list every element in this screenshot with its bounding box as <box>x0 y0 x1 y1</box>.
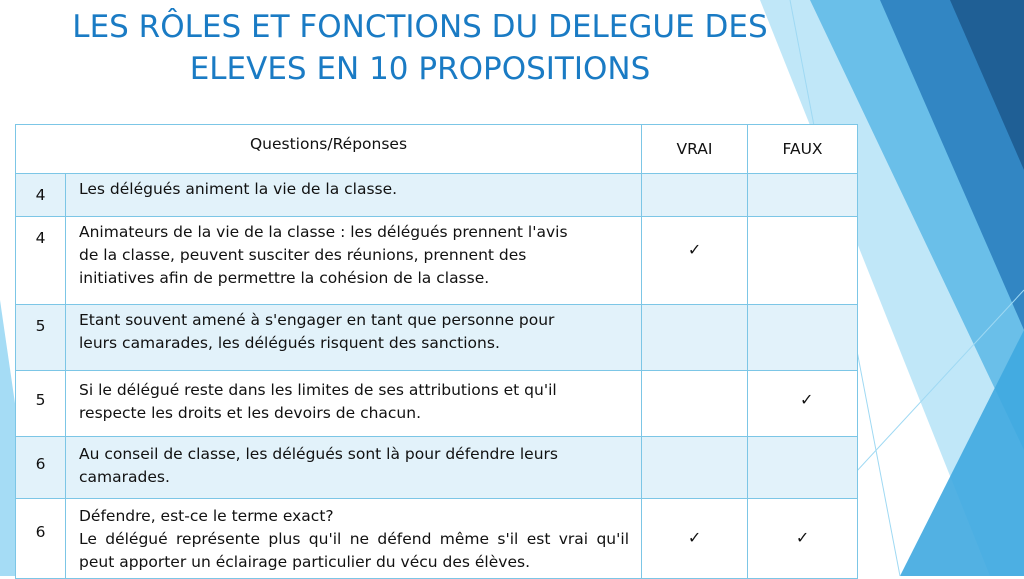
statement-line: Le délégué représente plus qu'il ne défend même s'il est vrai qu'il peut apporter un éclairage particulier du vécu des élèves. <box>79 530 630 571</box>
true-false-table <box>15 124 858 579</box>
row-statement <box>66 305 642 371</box>
checkmark-icon: ✓ <box>800 390 814 409</box>
header-questions: Questions/Réponses <box>16 125 642 174</box>
checkmark-icon: ✓ <box>687 240 702 259</box>
statement-line: leurs camarades, les délégués risquent des sanctions. <box>79 334 500 352</box>
row-number: 6 <box>16 499 66 579</box>
page-title <box>30 6 810 90</box>
vrai-cell <box>642 499 748 579</box>
statement-line: Au conseil de classe, les délégués sont là pour défendre leurs <box>79 445 558 463</box>
row-number: 4 <box>16 174 66 217</box>
title-line-1: LES RÔLES ET FONCTIONS DU DELEGUE DES <box>72 9 768 45</box>
table-header-row <box>16 125 858 174</box>
table-row <box>16 437 858 499</box>
vrai-cell <box>642 174 748 217</box>
row-statement <box>66 217 642 305</box>
faux-cell <box>748 371 858 437</box>
statement-line: camarades. <box>79 468 170 486</box>
table-row <box>16 305 858 371</box>
faux-cell <box>748 437 858 499</box>
statement-line: Si le délégué reste dans les limites de ses attributions et qu'il <box>79 381 557 399</box>
vrai-cell <box>642 305 748 371</box>
vrai-cell <box>642 371 748 437</box>
table-row <box>16 499 858 579</box>
vrai-cell <box>642 437 748 499</box>
faux-cell <box>748 217 858 305</box>
statement-line: Etant souvent amené à s'engager en tant que personne pour <box>79 311 555 329</box>
header-faux: FAUX <box>748 125 858 174</box>
table-row <box>16 217 858 305</box>
faux-cell <box>748 174 858 217</box>
statement-line: Animateurs de la vie de la classe : les délégués prennent l'avis <box>79 223 568 241</box>
row-number: 5 <box>16 305 66 371</box>
checkmark-icon: ✓ <box>687 528 702 547</box>
statement-line: respecte les droits et les devoirs de chacun. <box>79 404 422 422</box>
statement-line: Défendre, est-ce le terme exact? <box>79 507 334 525</box>
statement-line: de la classe, peuvent susciter des réunions, prennent des <box>79 246 527 264</box>
row-statement <box>66 499 642 579</box>
statement-line: initiatives afin de permettre la cohésion de la classe. <box>79 269 490 287</box>
row-statement <box>66 174 642 217</box>
row-statement <box>66 371 642 437</box>
faux-cell <box>748 499 858 579</box>
checkmark-icon: ✓ <box>795 528 810 547</box>
title-line-2: ELEVES EN 10 PROPOSITIONS <box>189 51 651 87</box>
row-number: 4 <box>16 217 66 305</box>
table-row <box>16 174 858 217</box>
row-number: 5 <box>16 371 66 437</box>
row-statement <box>66 437 642 499</box>
statement-line: Les délégués animent la vie de la classe. <box>79 180 398 198</box>
row-number: 6 <box>16 437 66 499</box>
table-row <box>16 371 858 437</box>
vrai-cell <box>642 217 748 305</box>
faux-cell <box>748 305 858 371</box>
header-vrai: VRAI <box>642 125 748 174</box>
